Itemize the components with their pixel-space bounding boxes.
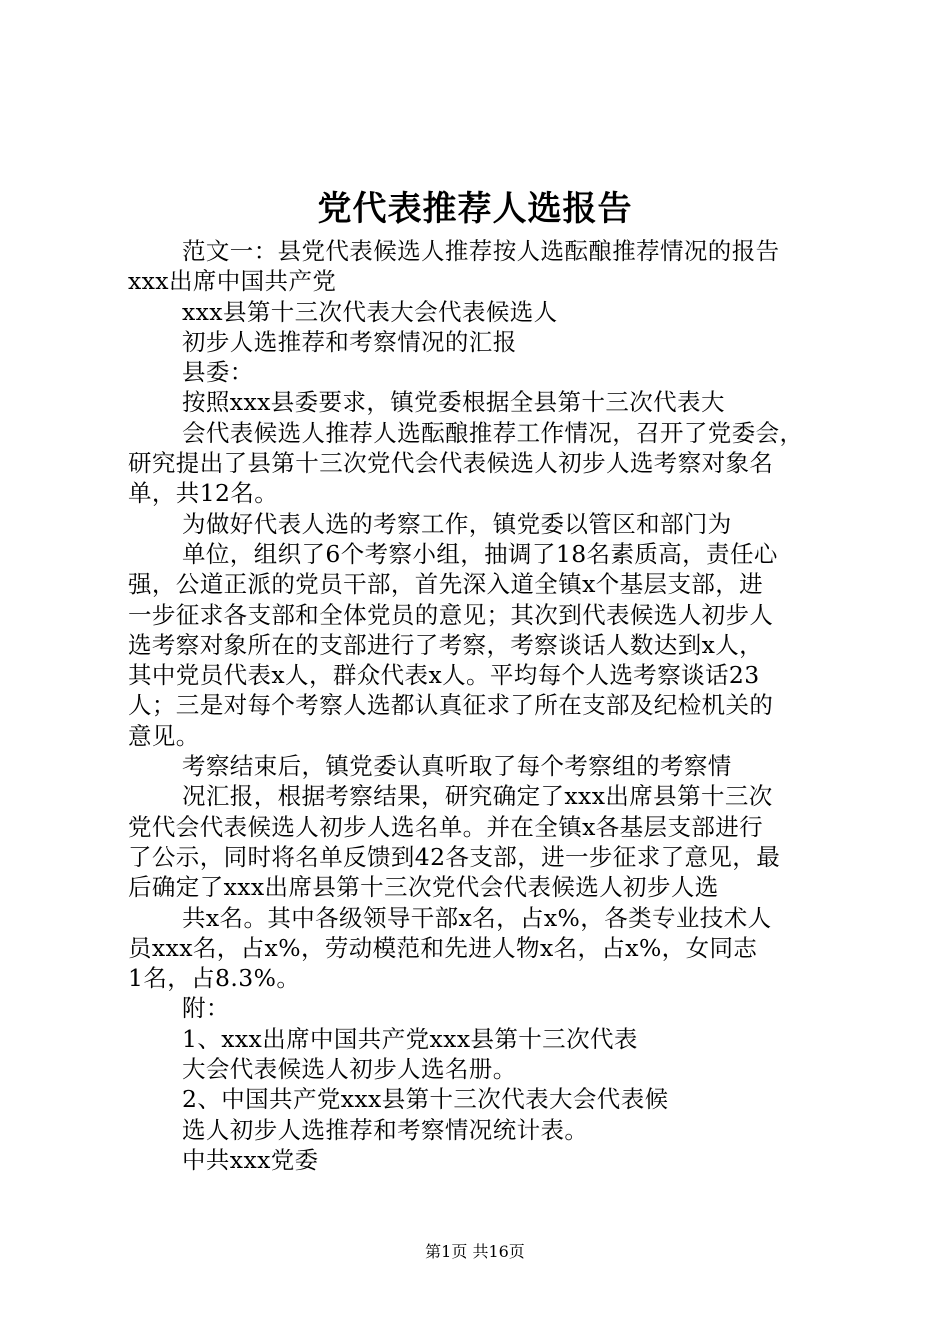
document-body [128, 236, 830, 1175]
body-line: 范文一：县党代表候选人推荐按人选酝酿推荐情况的报告 [182, 237, 780, 265]
body-line: xxx出席中国共产党 [128, 267, 337, 296]
body-line: 选考察对象所在的支部进行了考察，考察谈话人数达到x人， [128, 630, 764, 659]
body-line: 单，共12名。 [128, 479, 279, 508]
body-line: 2、中国共产党xxx县第十三次代表大会代表候 [182, 1085, 669, 1114]
body-line: 初步人选推荐和考察情况的汇报 [182, 327, 517, 356]
body-line: 强，公道正派的党员干部，首先深入道全镇x个基层支部，进 [128, 570, 764, 599]
body-line: 中共xxx党委 [182, 1145, 319, 1174]
body-line: 况汇报，根据考察结果，研究确定了xxx出席县第十三次 [182, 782, 773, 811]
body-line: 会代表候选人推荐人选酝酿推荐工作情况，召开了党委会， [182, 418, 804, 447]
body-line: 后确定了xxx出席县第十三次党代会代表候选人初步人选 [128, 873, 719, 902]
body-line: 1名，占8.3%。 [128, 964, 301, 993]
body-line: 附： [182, 994, 230, 1023]
body-line: 共x名。其中各级领导干部x名，占x%，各类专业技术人 [182, 903, 772, 932]
body-line: xxx县第十三次代表大会代表候选人 [182, 297, 558, 326]
body-line: 1、xxx出席中国共产党xxx县第十三次代表 [182, 1024, 638, 1053]
body-line: 其中党员代表x人，群众代表x人。平均每个人选考察谈话23 [128, 661, 760, 690]
body-line: 为做好代表人选的考察工作，镇党委以管区和部门为 [182, 509, 732, 538]
body-line: 考察结束后，镇党委认真听取了每个考察组的考察情 [182, 752, 732, 781]
body-line: 研究提出了县第十三次党代会代表候选人初步人选考察对象名 [128, 449, 774, 478]
body-line: 选人初步人选推荐和考察情况统计表。 [182, 1115, 589, 1144]
page-footer: 第1页 共16页 [425, 1242, 525, 1261]
body-line: 一步征求各支部和全体党员的意见；其次到代表候选人初步人 [128, 600, 774, 629]
body-line: 意见。 [128, 721, 200, 750]
body-line: 大会代表候选人初步人选名册。 [182, 1055, 517, 1084]
body-line: 按照xxx县委要求，镇党委根据全县第十三次代表大 [182, 388, 725, 417]
body-line: 人；三是对每个考察人选都认真征求了所在支部及纪检机关的 [128, 691, 774, 720]
body-line: 单位，组织了6个考察小组，抽调了18名素质高，责任心 [182, 539, 778, 568]
body-line: 县委： [182, 358, 254, 387]
body-line: 员xxx名，占x%，劳动模范和先进人物x名，占x%，女同志 [128, 933, 758, 962]
body-line: 党代会代表候选人初步人选名单。并在全镇x各基层支部进行 [128, 812, 764, 841]
document-title: 党代表推荐人选报告 [317, 189, 633, 229]
body-line: 了公示，同时将名单反馈到42各支部，进一步征求了意见，最 [128, 842, 781, 871]
